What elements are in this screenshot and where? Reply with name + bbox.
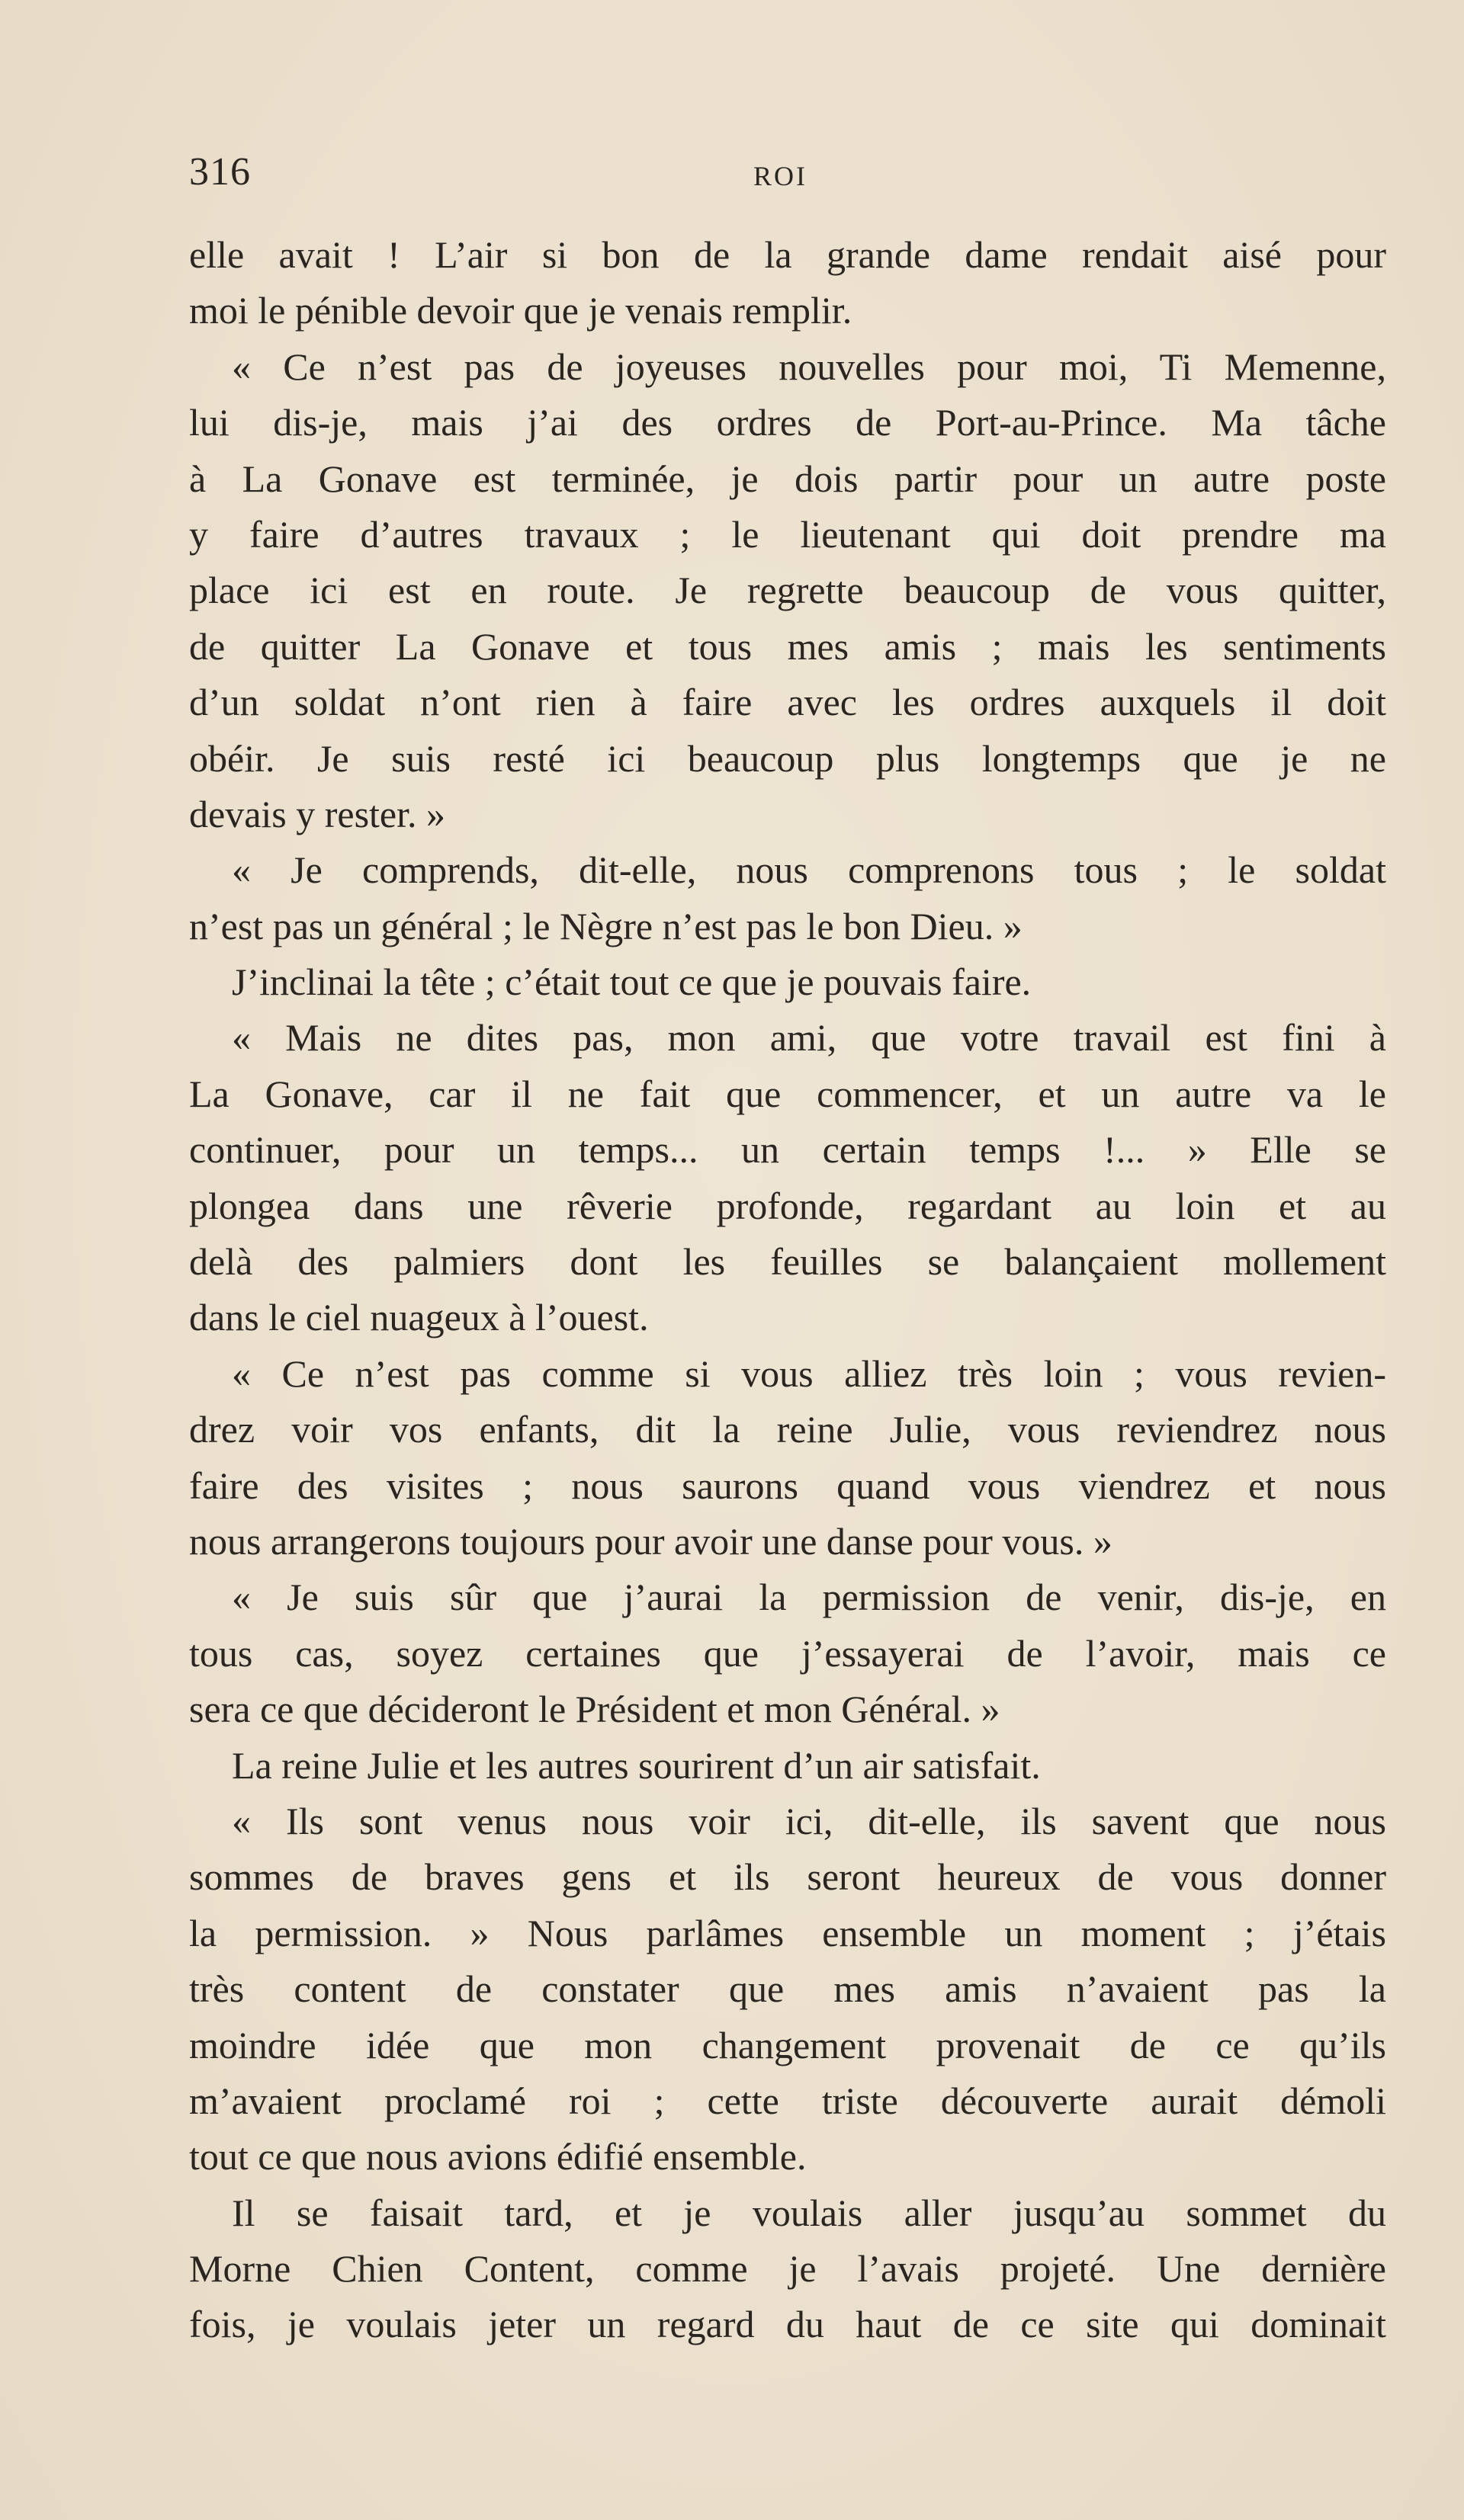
text-line: tout ce que nous avions édifié ensemble.: [189, 2135, 807, 2179]
text-line: y faire d’autres travaux ; le lieutenant qui doit prendre ma: [189, 512, 1386, 556]
text-line: moindre idée que mon changement provenait de ce qu’ils: [189, 2023, 1386, 2066]
text-line: sera ce que décideront le Président et mon Général. »: [189, 1688, 1000, 1731]
text-line: fois, je voulais jeter un regard du haut de ce site qui dominait: [189, 2303, 1386, 2346]
text-line: delà des palmiers dont les feuilles se balançaient mollement: [189, 1240, 1386, 1284]
text-line: La reine Julie et les autres sourirent d’un air satisfait.: [232, 1743, 1041, 1787]
text-line: faire des visites ; nous saurons quand vous viendrez et nous: [189, 1464, 1386, 1507]
text-line: plongea dans une rêverie profonde, regardant au loin et au: [189, 1184, 1386, 1227]
page-number: 316: [189, 150, 251, 194]
text-line: nous arrangerons toujours pour avoir une danse pour vous. »: [189, 1519, 1112, 1563]
text-line: tous cas, soyez certaines que j’essayerai de l’avoir, mais ce: [189, 1631, 1386, 1675]
text-line: « Ce n’est pas comme si vous alliez très loin ; vous revien-: [232, 1351, 1386, 1395]
text-line: « Mais ne dites pas, mon ami, que votre travail est fini à: [232, 1016, 1386, 1060]
text-line: lui dis-je, mais j’ai des ordres de Port-au-Prince. Ma tâche: [189, 401, 1386, 444]
text-line: Morne Chien Content, comme je l’avais projeté. Une dernière: [189, 2247, 1386, 2291]
running-head: [189, 149, 1394, 204]
running-title: ROI: [753, 161, 807, 191]
text-line: la permission. » Nous parlâmes ensemble un moment ; j’étais: [189, 1911, 1386, 1954]
text-line: obéir. Je suis resté ici beaucoup plus longtemps que je ne: [189, 736, 1386, 780]
text-line: « Ils sont venus nous voir ici, dit-elle, ils savent que nous: [232, 1799, 1386, 1842]
text-line: « Je comprends, dit-elle, nous comprenons tous ; le soldat: [232, 848, 1386, 892]
text-line: m’avaient proclamé roi ; cette triste découverte aurait démoli: [189, 2079, 1386, 2122]
text-line: J’inclinai la tête ; c’était tout ce que je pouvais faire.: [232, 960, 1032, 1004]
text-line: continuer, pour un temps... un certain temps !... » Elle se: [189, 1128, 1386, 1172]
text-line: La Gonave, car il ne fait que commencer, et un autre va le: [189, 1072, 1386, 1115]
body-text: [189, 227, 1386, 2353]
text-line: dans le ciel nuageux à l’ouest.: [189, 1296, 649, 1339]
text-line: elle avait ! L’air si bon de la grande dame rendait aisé pour: [189, 233, 1386, 276]
text-line: de quitter La Gonave et tous mes amis ; mais les sentiments: [189, 624, 1386, 668]
text-line: à La Gonave est terminée, je dois partir pour un autre poste: [189, 457, 1386, 500]
text-line: « Je suis sûr que j’aurai la permission de venir, dis-je, en: [232, 1576, 1386, 1619]
text-line: sommes de braves gens et ils seront heureux de vous donner: [189, 1855, 1386, 1899]
text-line: « Ce n’est pas de joyeuses nouvelles pour moi, Ti Memenne,: [232, 345, 1386, 388]
text-line: drez voir vos enfants, dit la reine Julie, vous reviendrez nous: [189, 1408, 1386, 1451]
text-line: très content de constater que mes amis n’avaient pas la: [189, 1967, 1386, 2011]
text-line: Il se faisait tard, et je voulais aller jusqu’au sommet du: [232, 2191, 1386, 2234]
text-line: n’est pas un général ; le Nègre n’est pas le bon Dieu. »: [189, 904, 1023, 947]
text-line: place ici est en route. Je regrette beaucoup de vous quitter,: [189, 569, 1386, 612]
text-line: moi le pénible devoir que je venais remplir.: [189, 289, 852, 332]
text-line: d’un soldat n’ont rien à faire avec les ordres auxquels il doit: [189, 681, 1386, 724]
text-line: devais y rester. »: [189, 792, 446, 835]
